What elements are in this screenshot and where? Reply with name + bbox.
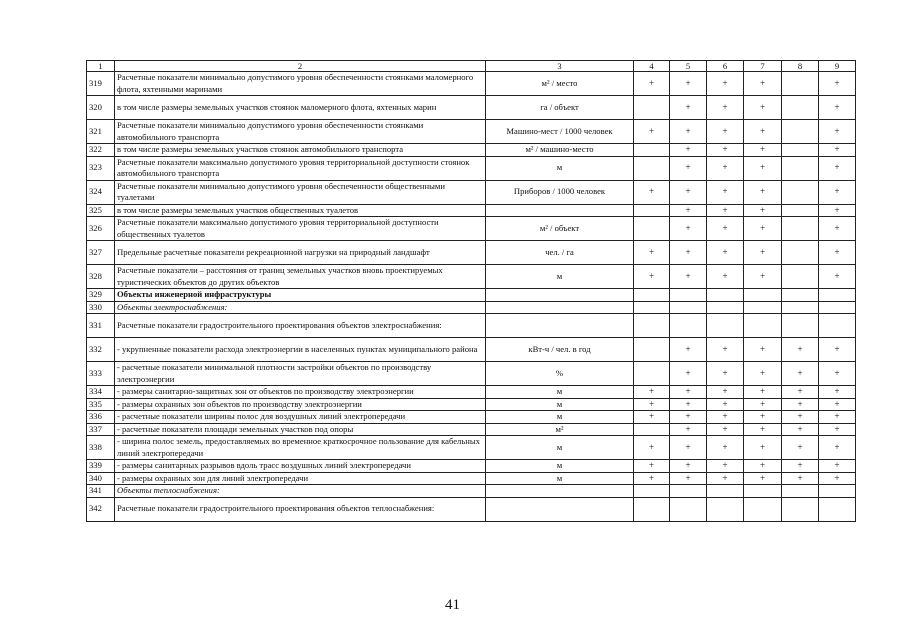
row-indicator: Расчетные показатели минимально допустимого уровня обеспеченности общественными туалетами: [115, 180, 486, 204]
row-indicator: Расчетные показатели максимально допустимого уровня территориальной доступности общественных туалетов: [115, 217, 486, 241]
row-mark-col-6: +: [707, 180, 744, 204]
row-number: 337: [87, 423, 115, 436]
row-indicator: в том числе размеры земельных участков общественных туалетов: [115, 204, 486, 217]
row-mark-col-9: +: [819, 217, 856, 241]
row-mark-col-4: [634, 362, 670, 386]
row-mark-col-9: [819, 497, 856, 521]
row-mark-col-4: [634, 96, 670, 120]
row-unit: м² / объект: [486, 217, 634, 241]
row-unit: Приборов / 1000 человек: [486, 180, 634, 204]
table-row: [87, 217, 856, 241]
row-mark-col-5: [670, 289, 707, 302]
row-number: 323: [87, 156, 115, 180]
row-unit: м: [486, 460, 634, 473]
row-indicator: Объекты теплоснабжения:: [115, 485, 486, 498]
row-indicator: - ширина полос земель, предоставляемых во временное краткосрочное пользование для кабельных линий электропередачи: [115, 436, 486, 460]
row-mark-col-8: +: [782, 460, 819, 473]
row-unit: м: [486, 472, 634, 485]
row-mark-col-9: [819, 289, 856, 302]
row-mark-col-5: [670, 497, 707, 521]
document-page: [86, 60, 855, 522]
row-mark-col-4: +: [634, 180, 670, 204]
row-mark-col-8: +: [782, 398, 819, 411]
row-mark-col-9: +: [819, 180, 856, 204]
row-mark-col-9: +: [819, 72, 856, 96]
row-number: 326: [87, 217, 115, 241]
row-mark-col-9: +: [819, 362, 856, 386]
row-mark-col-9: +: [819, 241, 856, 265]
row-unit: м: [486, 436, 634, 460]
row-indicator: в том числе размеры земельных участков стоянок автомобильного транспорта: [115, 144, 486, 157]
row-mark-col-5: +: [670, 472, 707, 485]
row-mark-col-9: +: [819, 436, 856, 460]
row-mark-col-6: +: [707, 265, 744, 289]
row-mark-col-9: [819, 301, 856, 314]
row-mark-col-5: +: [670, 386, 707, 399]
row-unit: [486, 289, 634, 302]
row-mark-col-5: +: [670, 398, 707, 411]
row-mark-col-4: +: [634, 411, 670, 424]
row-indicator: в том числе размеры земельных участков стоянок маломерного флота, яхтенных марин: [115, 96, 486, 120]
row-mark-col-7: +: [744, 241, 782, 265]
row-mark-col-9: +: [819, 460, 856, 473]
row-unit: [486, 301, 634, 314]
row-mark-col-6: [707, 289, 744, 302]
row-indicator: Объекты инженерной инфраструктуры: [115, 289, 486, 302]
row-mark-col-5: +: [670, 460, 707, 473]
row-unit: м: [486, 386, 634, 399]
row-mark-col-7: +: [744, 156, 782, 180]
row-unit: м: [486, 265, 634, 289]
row-mark-col-9: +: [819, 144, 856, 157]
row-mark-col-6: +: [707, 217, 744, 241]
row-indicator: - расчетные показатели площади земельных участков под опоры: [115, 423, 486, 436]
row-mark-col-6: [707, 485, 744, 498]
row-mark-col-9: +: [819, 411, 856, 424]
row-mark-col-4: [634, 301, 670, 314]
row-unit: %: [486, 362, 634, 386]
table-header-row: [87, 61, 856, 72]
row-number: 336: [87, 411, 115, 424]
row-mark-col-5: +: [670, 362, 707, 386]
table-row: [87, 241, 856, 265]
row-mark-col-5: +: [670, 204, 707, 217]
row-number: 338: [87, 436, 115, 460]
row-mark-col-4: +: [634, 436, 670, 460]
row-mark-col-7: +: [744, 411, 782, 424]
row-mark-col-5: [670, 314, 707, 338]
row-number: 327: [87, 241, 115, 265]
row-mark-col-6: +: [707, 144, 744, 157]
row-mark-col-9: +: [819, 338, 856, 362]
row-indicator: - размеры санитарно-защитных зон от объектов по производству электроэнергии: [115, 386, 486, 399]
row-mark-col-7: [744, 301, 782, 314]
row-mark-col-8: [782, 217, 819, 241]
row-mark-col-9: +: [819, 472, 856, 485]
row-unit: кВт-ч / чел. в год: [486, 338, 634, 362]
row-unit: га / объект: [486, 96, 634, 120]
row-mark-col-9: +: [819, 204, 856, 217]
row-mark-col-8: [782, 485, 819, 498]
row-mark-col-7: +: [744, 265, 782, 289]
row-mark-col-8: [782, 72, 819, 96]
row-mark-col-6: +: [707, 96, 744, 120]
header-col-8: 8: [782, 61, 819, 72]
row-number: 321: [87, 120, 115, 144]
row-indicator: - размеры охранных зон для линий электропередачи: [115, 472, 486, 485]
row-unit: м²: [486, 423, 634, 436]
row-mark-col-8: [782, 301, 819, 314]
table-row: [87, 436, 856, 460]
row-mark-col-8: +: [782, 338, 819, 362]
row-mark-col-5: +: [670, 411, 707, 424]
row-mark-col-4: [634, 485, 670, 498]
row-mark-col-5: +: [670, 156, 707, 180]
row-indicator: Предельные расчетные показатели рекреационной нагрузки на природный ландшафт: [115, 241, 486, 265]
row-mark-col-6: +: [707, 423, 744, 436]
row-mark-col-6: +: [707, 338, 744, 362]
row-mark-col-7: +: [744, 144, 782, 157]
norms-table: [86, 60, 856, 522]
table-row: [87, 472, 856, 485]
row-mark-col-5: +: [670, 72, 707, 96]
table-row: [87, 301, 856, 314]
row-mark-col-7: +: [744, 436, 782, 460]
row-mark-col-8: [782, 265, 819, 289]
row-number: 325: [87, 204, 115, 217]
header-col-6: 6: [707, 61, 744, 72]
table-row: [87, 497, 856, 521]
row-unit: [486, 314, 634, 338]
row-mark-col-4: [634, 156, 670, 180]
row-mark-col-9: +: [819, 156, 856, 180]
row-mark-col-4: +: [634, 265, 670, 289]
row-mark-col-8: [782, 314, 819, 338]
table-row: [87, 398, 856, 411]
row-mark-col-5: +: [670, 144, 707, 157]
row-mark-col-8: [782, 204, 819, 217]
table-row: [87, 180, 856, 204]
row-mark-col-7: +: [744, 217, 782, 241]
row-mark-col-6: +: [707, 204, 744, 217]
row-mark-col-5: +: [670, 436, 707, 460]
row-mark-col-7: [744, 314, 782, 338]
row-number: 340: [87, 472, 115, 485]
row-mark-col-4: +: [634, 472, 670, 485]
row-mark-col-9: +: [819, 96, 856, 120]
row-number: 334: [87, 386, 115, 399]
row-mark-col-7: [744, 485, 782, 498]
table-row: [87, 338, 856, 362]
row-indicator: Объекты электроснабжения:: [115, 301, 486, 314]
row-mark-col-7: +: [744, 386, 782, 399]
row-unit: Машино-мест / 1000 человек: [486, 120, 634, 144]
row-mark-col-4: +: [634, 398, 670, 411]
row-mark-col-4: [634, 497, 670, 521]
row-mark-col-6: [707, 301, 744, 314]
header-col-4: 4: [634, 61, 670, 72]
table-row: [87, 265, 856, 289]
row-mark-col-9: [819, 314, 856, 338]
row-mark-col-4: [634, 314, 670, 338]
row-mark-col-5: +: [670, 423, 707, 436]
row-mark-col-7: +: [744, 180, 782, 204]
row-mark-col-6: +: [707, 72, 744, 96]
row-mark-col-5: +: [670, 217, 707, 241]
row-mark-col-4: +: [634, 460, 670, 473]
row-unit: м: [486, 156, 634, 180]
row-mark-col-6: +: [707, 362, 744, 386]
table-row: [87, 362, 856, 386]
table-row: [87, 386, 856, 399]
row-mark-col-8: +: [782, 386, 819, 399]
row-mark-col-7: +: [744, 96, 782, 120]
table-row: [87, 120, 856, 144]
row-mark-col-5: [670, 301, 707, 314]
row-unit: [486, 485, 634, 498]
row-mark-col-7: +: [744, 204, 782, 217]
row-mark-col-8: [782, 144, 819, 157]
row-mark-col-8: [782, 497, 819, 521]
header-col-9: 9: [819, 61, 856, 72]
row-mark-col-8: [782, 241, 819, 265]
row-mark-col-5: +: [670, 96, 707, 120]
row-mark-col-4: [634, 217, 670, 241]
row-indicator: - расчетные показатели ширины полос для воздушных линий электропередачи: [115, 411, 486, 424]
row-mark-col-6: +: [707, 460, 744, 473]
row-mark-col-7: +: [744, 362, 782, 386]
row-mark-col-4: +: [634, 72, 670, 96]
row-mark-col-5: +: [670, 180, 707, 204]
row-mark-col-8: +: [782, 436, 819, 460]
row-indicator: Расчетные показатели градостроительного проектирования объектов электроснабжения:: [115, 314, 486, 338]
row-mark-col-7: [744, 497, 782, 521]
row-number: 329: [87, 289, 115, 302]
table-row: [87, 96, 856, 120]
row-indicator: - размеры охранных зон объектов по производству электроэнергии: [115, 398, 486, 411]
row-mark-col-4: +: [634, 386, 670, 399]
row-number: 319: [87, 72, 115, 96]
row-indicator: - укрупненные показатели расхода электроэнергии в населенных пунктах муниципального района: [115, 338, 486, 362]
row-mark-col-9: +: [819, 265, 856, 289]
table-row: [87, 411, 856, 424]
row-number: 339: [87, 460, 115, 473]
row-number: 330: [87, 301, 115, 314]
row-indicator: Расчетные показатели минимально допустимого уровня обеспеченности стоянками маломерного флота, яхтенными маринами: [115, 72, 486, 96]
row-number: 331: [87, 314, 115, 338]
row-unit: [486, 497, 634, 521]
header-col-3: 3: [486, 61, 634, 72]
table-body: [87, 72, 856, 522]
row-mark-col-8: +: [782, 423, 819, 436]
row-mark-col-4: +: [634, 120, 670, 144]
row-mark-col-6: +: [707, 472, 744, 485]
row-mark-col-6: +: [707, 156, 744, 180]
row-mark-col-4: [634, 289, 670, 302]
table-row: [87, 460, 856, 473]
row-number: 332: [87, 338, 115, 362]
row-mark-col-8: +: [782, 411, 819, 424]
row-mark-col-7: +: [744, 472, 782, 485]
row-mark-col-4: [634, 423, 670, 436]
row-mark-col-8: [782, 120, 819, 144]
row-unit: м: [486, 411, 634, 424]
table-row: [87, 485, 856, 498]
row-mark-col-5: +: [670, 241, 707, 265]
row-indicator: Расчетные показатели максимально допустимого уровня территориальной доступности стоянок автомобильного транспорта: [115, 156, 486, 180]
row-mark-col-4: +: [634, 241, 670, 265]
table-row: [87, 144, 856, 157]
row-mark-col-6: [707, 497, 744, 521]
row-indicator: Расчетные показатели градостроительного проектирования объектов теплоснабжения:: [115, 497, 486, 521]
row-mark-col-9: +: [819, 386, 856, 399]
row-mark-col-5: +: [670, 338, 707, 362]
header-col-7: 7: [744, 61, 782, 72]
row-mark-col-4: [634, 204, 670, 217]
row-mark-col-4: [634, 338, 670, 362]
row-mark-col-7: [744, 289, 782, 302]
row-mark-col-7: +: [744, 338, 782, 362]
row-mark-col-6: +: [707, 241, 744, 265]
row-mark-col-6: +: [707, 398, 744, 411]
row-mark-col-7: +: [744, 120, 782, 144]
row-unit: м: [486, 398, 634, 411]
row-mark-col-9: +: [819, 423, 856, 436]
header-col-1: 1: [87, 61, 115, 72]
row-mark-col-7: +: [744, 423, 782, 436]
row-mark-col-6: [707, 314, 744, 338]
row-mark-col-5: [670, 485, 707, 498]
row-unit: чел. / га: [486, 241, 634, 265]
row-number: 342: [87, 497, 115, 521]
row-mark-col-8: [782, 96, 819, 120]
row-mark-col-8: +: [782, 362, 819, 386]
row-number: 333: [87, 362, 115, 386]
row-number: 320: [87, 96, 115, 120]
row-indicator: - расчетные показатели минимальной плотности застройки объектов по производству электроэнергии: [115, 362, 486, 386]
row-unit: [486, 204, 634, 217]
table-row: [87, 314, 856, 338]
row-mark-col-6: +: [707, 386, 744, 399]
table-row: [87, 204, 856, 217]
row-mark-col-8: [782, 180, 819, 204]
row-number: 324: [87, 180, 115, 204]
row-mark-col-9: +: [819, 398, 856, 411]
row-mark-col-8: [782, 156, 819, 180]
row-indicator: - размеры санитарных разрывов вдоль трасс воздушных линий электропередачи: [115, 460, 486, 473]
row-number: 322: [87, 144, 115, 157]
page-number: 41: [445, 597, 460, 613]
table-row: [87, 72, 856, 96]
row-unit: м² / машино-место: [486, 144, 634, 157]
header-col-5: 5: [670, 61, 707, 72]
row-mark-col-9: +: [819, 120, 856, 144]
row-mark-col-9: [819, 485, 856, 498]
row-mark-col-7: +: [744, 460, 782, 473]
row-mark-col-8: +: [782, 472, 819, 485]
row-mark-col-5: +: [670, 120, 707, 144]
table-row: [87, 289, 856, 302]
row-mark-col-4: [634, 144, 670, 157]
row-number: 335: [87, 398, 115, 411]
row-indicator: Расчетные показатели минимально допустимого уровня обеспеченности стоянками автомобильного транспорта: [115, 120, 486, 144]
table-row: [87, 156, 856, 180]
row-mark-col-8: [782, 289, 819, 302]
row-mark-col-7: +: [744, 72, 782, 96]
row-mark-col-6: +: [707, 436, 744, 460]
row-indicator: Расчетные показатели – расстояния от границ земельных участков вновь проектируемых туристических объектов до других объектов: [115, 265, 486, 289]
row-mark-col-6: +: [707, 120, 744, 144]
row-mark-col-6: +: [707, 411, 744, 424]
row-unit: м² / место: [486, 72, 634, 96]
row-number: 328: [87, 265, 115, 289]
row-mark-col-5: +: [670, 265, 707, 289]
row-number: 341: [87, 485, 115, 498]
row-mark-col-7: +: [744, 398, 782, 411]
table-row: [87, 423, 856, 436]
header-col-2: 2: [115, 61, 486, 72]
